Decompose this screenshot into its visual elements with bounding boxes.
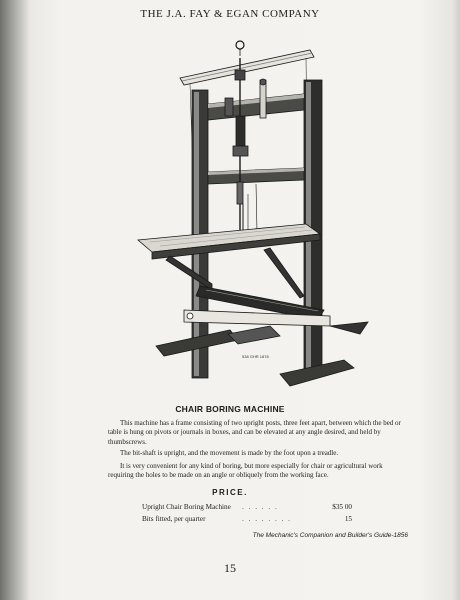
chair-boring-machine-illustration bbox=[130, 34, 370, 390]
price-item-label: Upright Chair Boring Machine bbox=[142, 503, 231, 511]
price-item-label: Bits fitted, per quarter bbox=[142, 515, 206, 523]
description-paragraph-1: This machine has a frame consisting of two upright posts, three feet apart, between which the bed or table is hung on pivots or journals in boxes, and can be elevated at any angle desired, and held by thumbscrews. bbox=[108, 419, 401, 446]
section-title: CHAIR BORING MACHINE bbox=[175, 404, 285, 414]
description-paragraph-3: It is very convenient for any kind of boring, but more especially for chair or agricultural work requiring the holes to be made on an angle or obliquely from the working face. bbox=[108, 462, 383, 480]
page-number: 15 bbox=[224, 561, 236, 575]
price-heading: PRICE. bbox=[212, 488, 248, 497]
engraver-plate-mark: 538 GHR 1878 bbox=[242, 354, 269, 359]
price-leader-dots: . . . . . . bbox=[242, 503, 279, 511]
description-paragraph-2: The bit-shaft is upright, and the movement is made by the foot upon a treadle. bbox=[120, 449, 339, 457]
price-item-amount: $35 00 bbox=[332, 503, 352, 511]
price-leader-dots: . . . . . . . . bbox=[242, 515, 292, 523]
price-row bbox=[142, 515, 352, 525]
running-header: THE J.A. FAY & EGAN COMPANY bbox=[140, 8, 320, 20]
price-row bbox=[142, 503, 352, 513]
price-item-amount: 15 bbox=[344, 515, 352, 523]
source-citation: The Mechanic's Companion and Builder's Guide-1856 bbox=[252, 532, 408, 539]
